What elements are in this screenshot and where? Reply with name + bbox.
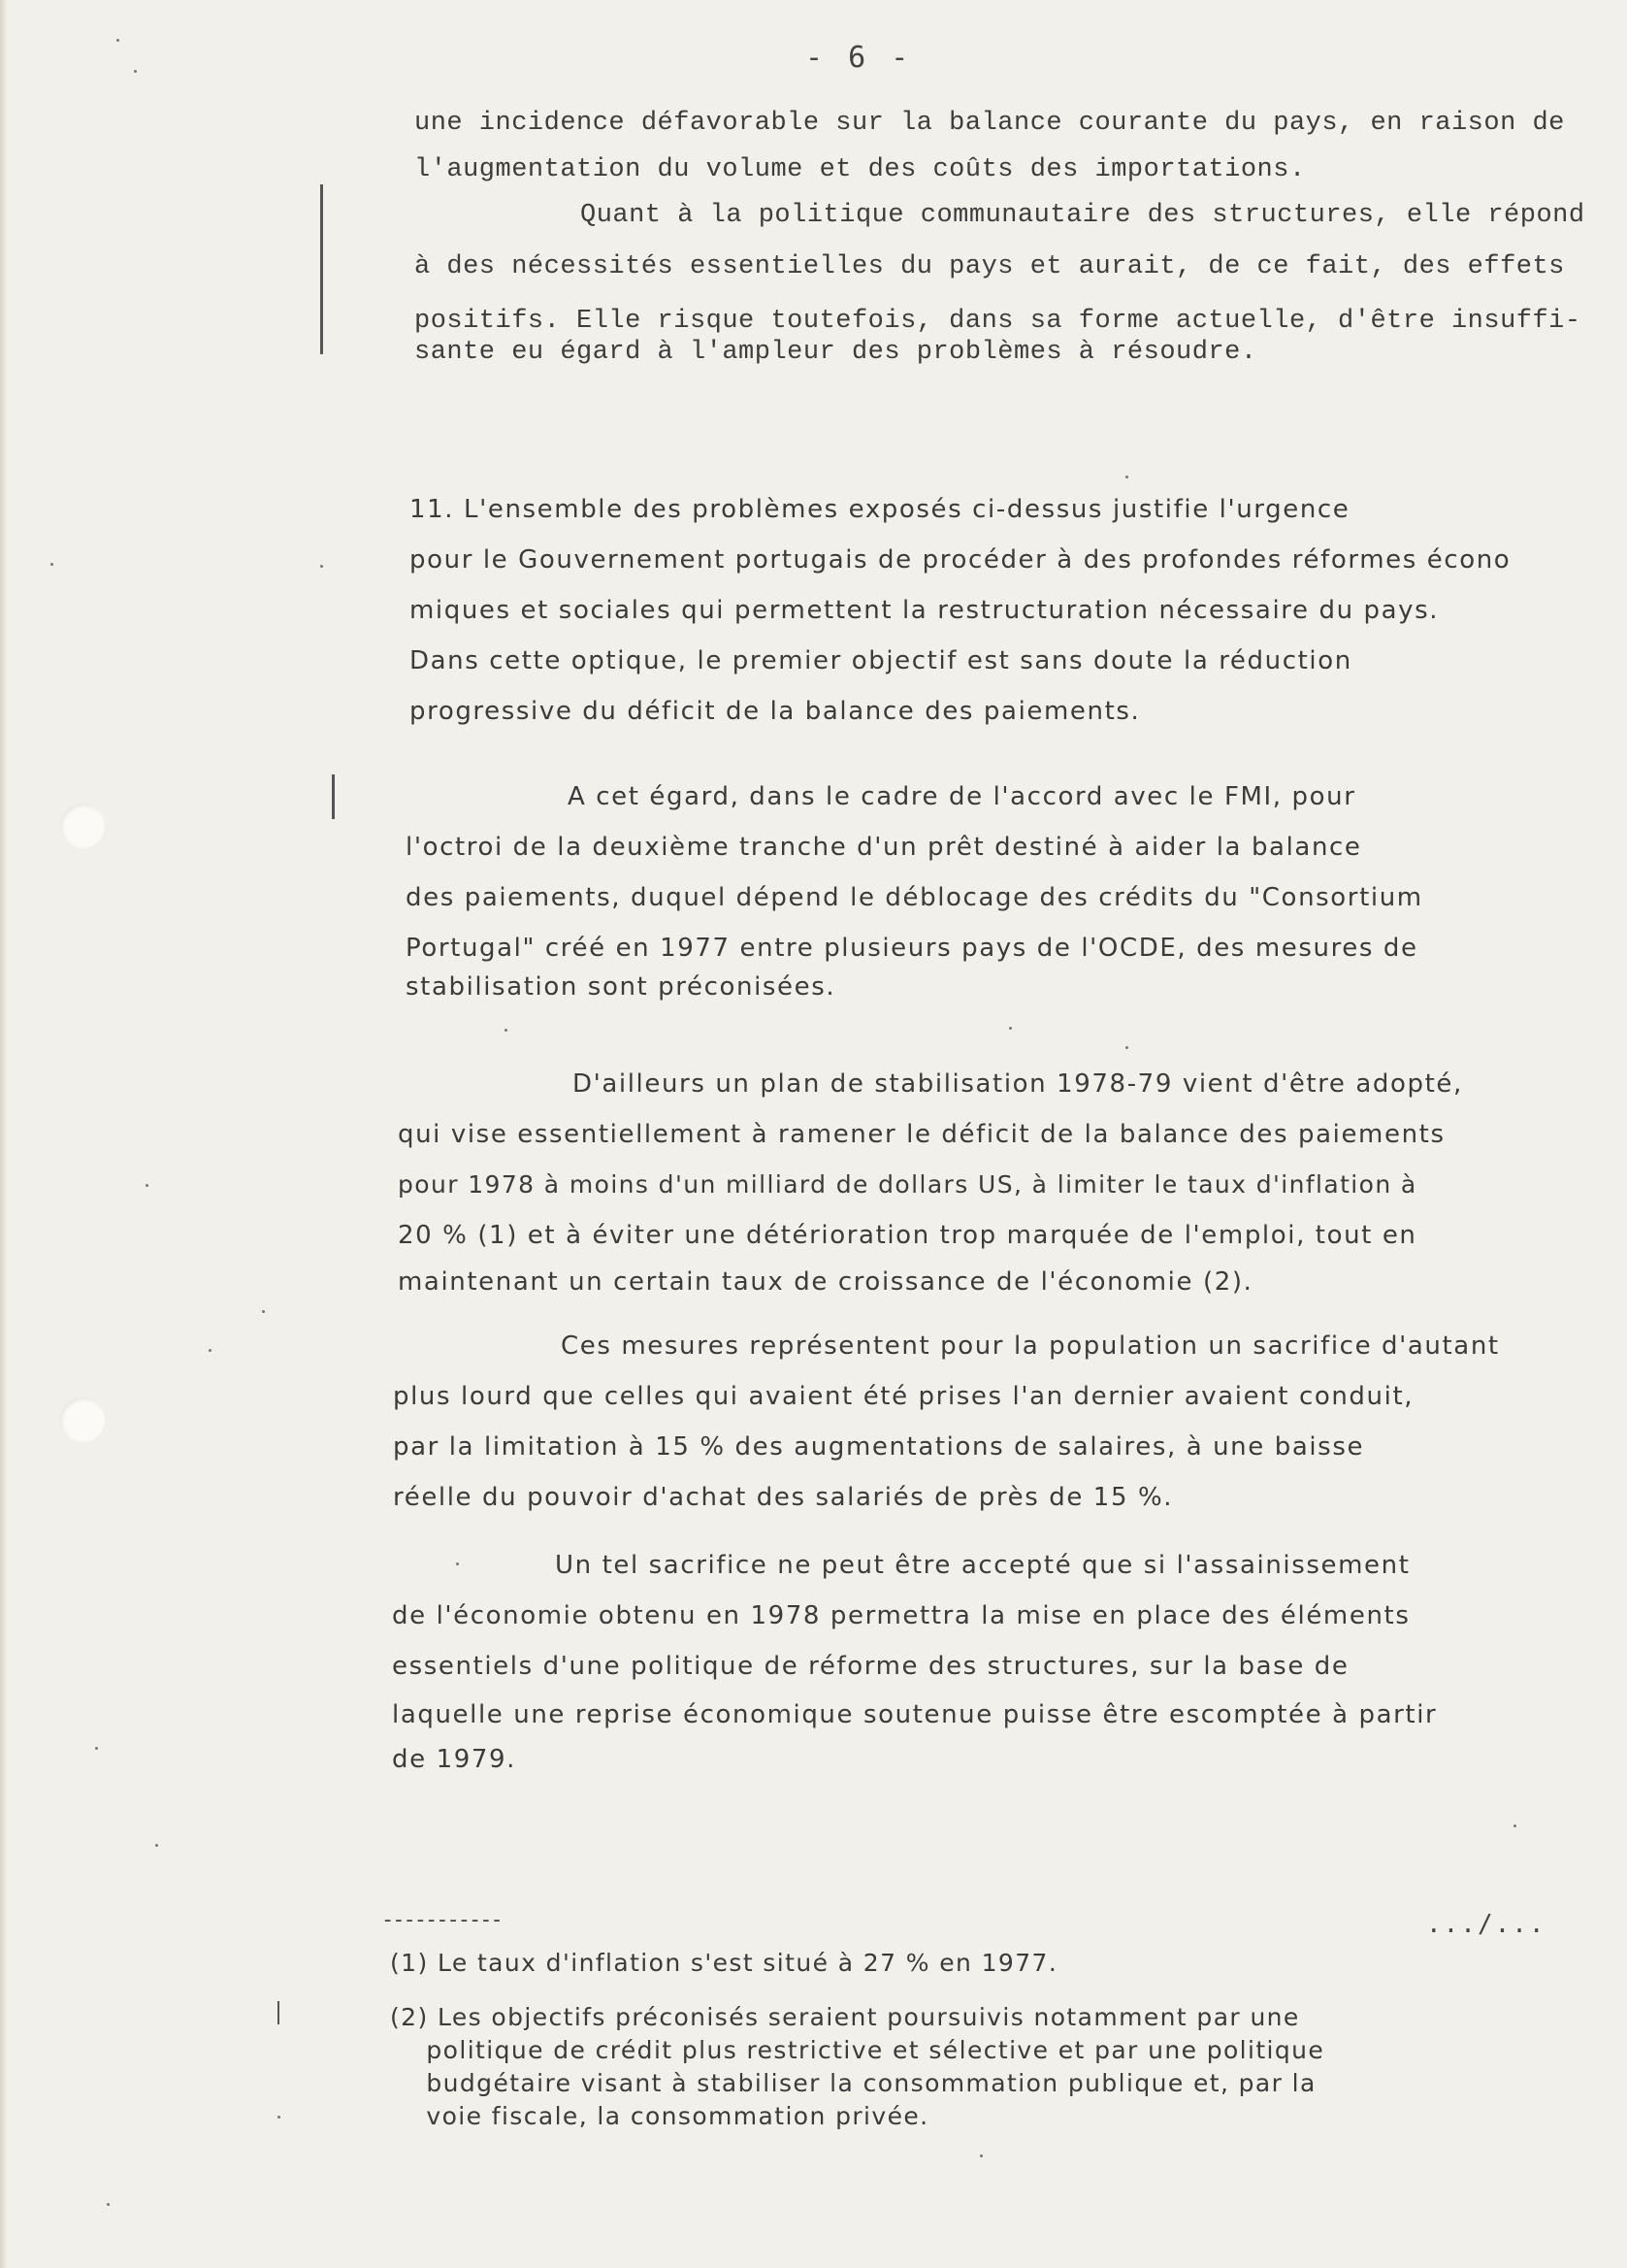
scan-speck (1125, 476, 1128, 478)
text-line: par la limitation à 15 % des augmentations de salaires, à une baisse (393, 1432, 1365, 1462)
scan-speck (456, 1562, 459, 1565)
text-line: plus lourd que celles qui avaient été prises l'an dernier avaient conduit, (393, 1382, 1415, 1411)
footnote-line: (2) Les objectifs préconisés seraient poursuivis notamment par une (390, 2003, 1300, 2031)
scan-speck (1513, 1824, 1516, 1827)
text-line: une incidence défavorable sur la balance courante du pays, en raison de (414, 109, 1565, 138)
text-line: positifs. Elle risque toutefois, dans sa forme actuelle, d'être insuffi- (414, 307, 1581, 336)
text-line: A cet égard, dans le cadre de l'accord avec le FMI, pour (568, 782, 1356, 811)
text-line: D'ailleurs un plan de stabilisation 1978-79 vient d'être adopté, (572, 1069, 1463, 1099)
scan-speck (146, 1184, 148, 1187)
text-line: l'augmentation du volume et des coûts des importations. (414, 155, 1306, 184)
text-line: Ces mesures représentent pour la population un sacrifice d'autant (561, 1331, 1500, 1361)
text-line: des paiements, duquel dépend le déblocage des crédits du "Consortium (406, 883, 1423, 912)
scan-speck (504, 1029, 507, 1032)
text-line: à des nécessités essentielles du pays et aurait, de ce fait, des effets (414, 252, 1565, 281)
footnote-line: politique de crédit plus restrictive et sélective et par une politique (390, 2036, 1325, 2064)
scan-speck (980, 2154, 983, 2157)
text-line: de 1979. (392, 1745, 516, 1774)
text-line: pour 1978 à moins d'un milliard de dollars US, à limiter le taux d'inflation à (398, 1170, 1417, 1199)
text-line: progressive du déficit de la balance des paiements. (409, 697, 1141, 726)
scan-speck (155, 1844, 158, 1847)
footnote-line: voie fiscale, la consommation privée. (390, 2102, 929, 2130)
footnote-line: (1) Le taux d'inflation s'est situé à 27 % en 1977. (390, 1949, 1058, 1977)
scan-speck (116, 39, 119, 42)
text-line: sante eu égard à l'ampleur des problèmes à résoudre. (414, 338, 1257, 367)
margin-vertical-mark (277, 2001, 279, 2024)
text-line: laquelle une reprise économique soutenue puisse être escomptée à partir (392, 1700, 1438, 1729)
scan-speck (262, 1310, 265, 1313)
scan-speck (209, 1349, 212, 1352)
text-line: qui vise essentiellement à ramener le déficit de la balance des paiements (398, 1120, 1446, 1149)
scan-speck (50, 563, 53, 566)
text-line: essentiels d'une politique de réforme des structures, sur la base de (392, 1652, 1350, 1681)
paper-left-edge (0, 0, 8, 2268)
text-line: pour le Gouvernement portugais de procéder à des profondes réformes écono (409, 545, 1512, 575)
punch-hole (60, 1397, 105, 1442)
footnote-separator: ----------- (381, 1908, 502, 1932)
scan-speck (277, 2116, 280, 2119)
text-line: de l'économie obtenu en 1978 permettra la mise en place des éléments (392, 1601, 1411, 1630)
text-line: Dans cette optique, le premier objectif est sans doute la réduction (409, 646, 1352, 675)
margin-vertical-mark (332, 774, 335, 819)
text-line: Quant à la politique communautaire des structures, elle répond (580, 201, 1585, 230)
scan-speck (107, 2203, 110, 2206)
text-line: maintenant un certain taux de croissance de l'économie (2). (398, 1267, 1253, 1297)
text-line: l'octroi de la deuxième tranche d'un prêt destiné à aider la balance (406, 833, 1362, 862)
scan-speck (1009, 1027, 1012, 1030)
page-number: - 6 - (805, 41, 913, 75)
text-line: 11. L'ensemble des problèmes exposés ci-dessus justifie l'urgence (409, 495, 1350, 524)
text-line: miques et sociales qui permettent la restructuration nécessaire du pays. (409, 596, 1440, 625)
punch-hole (60, 804, 105, 848)
text-line: 20 % (1) et à éviter une détérioration trop marquée de l'emploi, tout en (398, 1221, 1417, 1250)
text-line: Un tel sacrifice ne peut être accepté que si l'assainissement (555, 1551, 1411, 1580)
text-line: stabilisation sont préconisées. (406, 972, 836, 1002)
scan-speck (320, 565, 323, 568)
margin-vertical-mark (320, 184, 323, 354)
scan-speck (1125, 1046, 1128, 1049)
text-line: réelle du pouvoir d'achat des salariés de près de 15 %. (393, 1483, 1174, 1512)
footnote-line: budgétaire visant à stabiliser la consommation publique et, par la (390, 2069, 1317, 2097)
text-line: Portugal" créé en 1977 entre plusieurs pays de l'OCDE, des mesures de (406, 934, 1418, 963)
continued-marker: .../... (1426, 1910, 1546, 1939)
scan-speck (95, 1747, 98, 1750)
scan-speck (134, 70, 137, 73)
